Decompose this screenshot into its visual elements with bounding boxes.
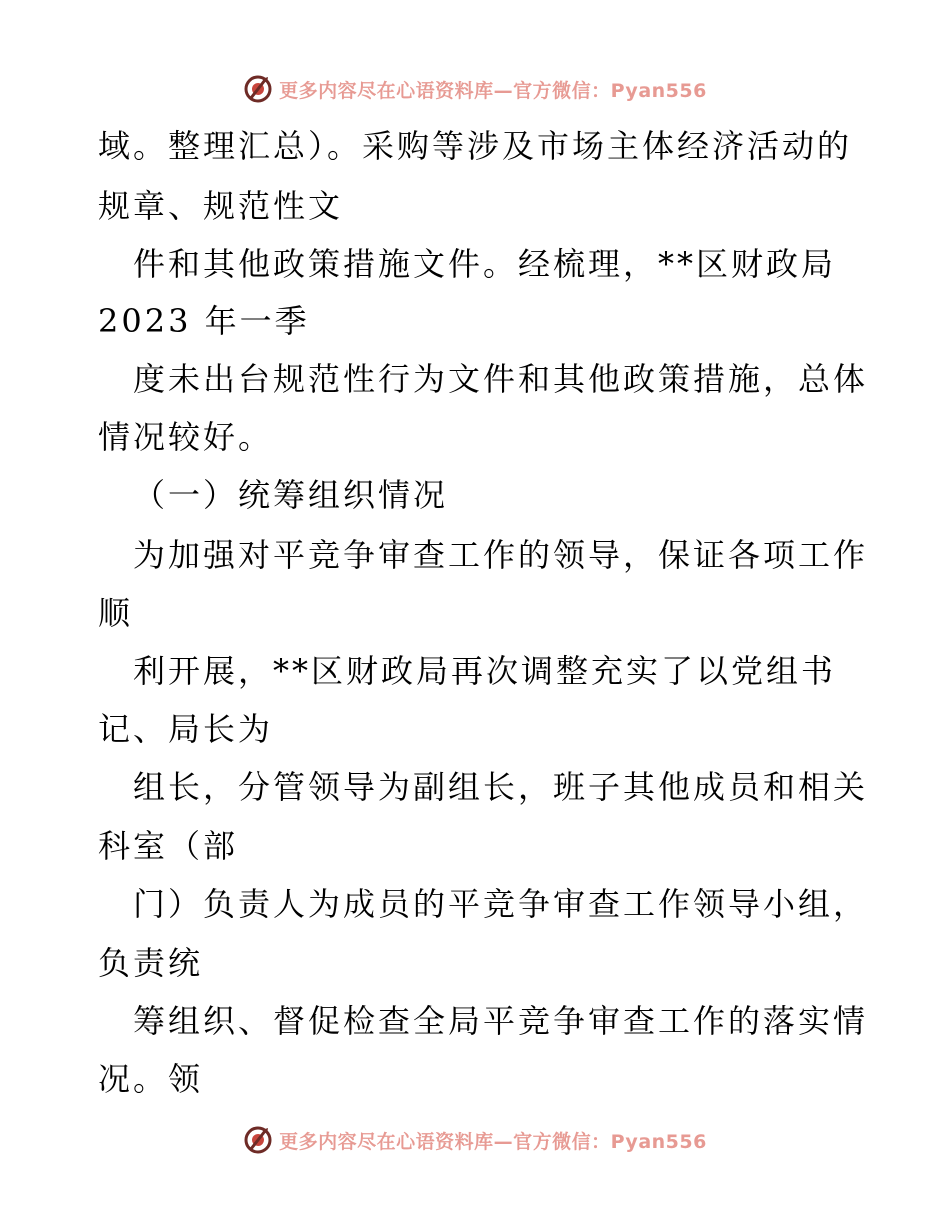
body-line: 域。整理汇总）。采购等涉及市场主体经济活动的 [98, 127, 853, 165]
body-line: 利开展，**区财政局再次调整充实了以党组书 [133, 652, 837, 690]
logo-icon [243, 74, 273, 104]
footer-banner [0, 1123, 950, 1157]
body-line: 科室（部 [98, 827, 239, 865]
body-line: 记、局长为 [98, 710, 274, 748]
section-heading: （一）统筹组织情况 [133, 476, 449, 514]
body-line: 情况较好。 [98, 418, 274, 456]
body-line: 2023 年一季 [98, 302, 310, 340]
body-line: 件和其他政策措施文件。经梳理，**区财政局 [133, 245, 837, 283]
logo-icon [243, 1125, 273, 1155]
header-banner [0, 72, 950, 106]
body-line: 况。领 [98, 1060, 204, 1098]
body-line: 顺 [98, 594, 134, 632]
body-line: 为加强对平竞争审查工作的领导，保证各项工作 [133, 536, 869, 574]
body-line: 筹组织、督促检查全局平竞争审查工作的落实情 [133, 1002, 869, 1040]
header-banner-text: 更多内容尽在心语资料库—官方微信：Pyan556 [279, 79, 707, 102]
body-line: 组长，分管领导为副组长，班子其他成员和相关 [133, 768, 869, 806]
footer-banner-text: 更多内容尽在心语资料库—官方微信：Pyan556 [279, 1130, 707, 1153]
body-line: 负责统 [98, 944, 204, 982]
body-line: 门）负责人为成员的平竞争审查工作领导小组， [133, 885, 869, 923]
body-line: 规章、规范性文 [98, 187, 344, 225]
body-line: 度未出台规范性行为文件和其他政策措施，总体 [133, 360, 869, 398]
